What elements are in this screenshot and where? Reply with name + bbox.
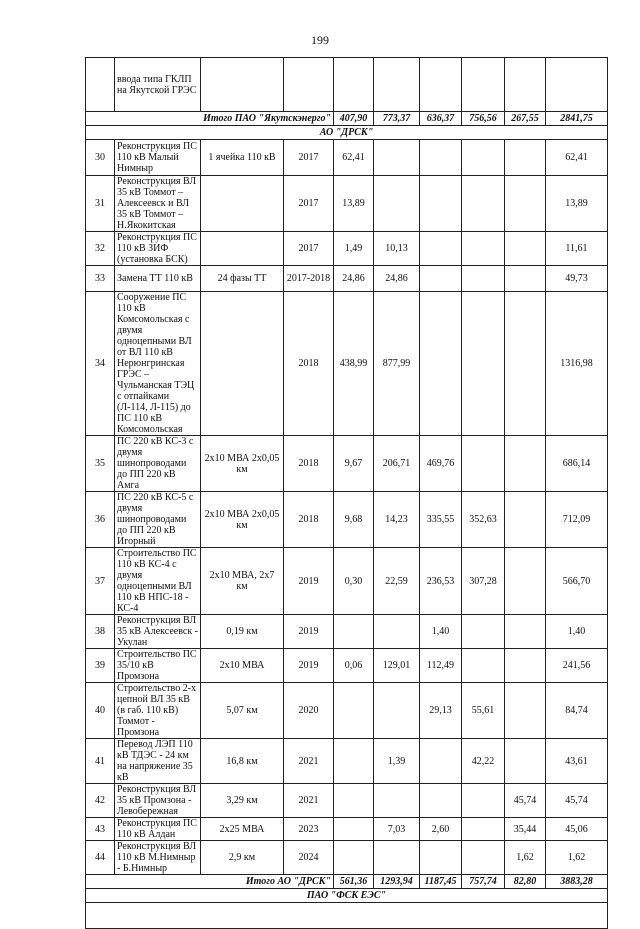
capacity-cell — [201, 176, 284, 232]
value-cell — [420, 176, 462, 232]
project-name-cell: Строительство 2-х цепной ВЛ 35 кВ (в габ. 110 кВ) Томмот - Промзона — [115, 683, 201, 739]
row-number-cell: 34 — [86, 292, 115, 436]
project-name-cell: Реконструкция ВЛ 35 кВ Промзона - Левобережная — [115, 784, 201, 818]
table-row — [86, 140, 608, 176]
row-total-cell: 62,41 — [546, 140, 608, 176]
value-cell — [505, 176, 546, 232]
value-cell — [374, 683, 420, 739]
table-row — [86, 232, 608, 266]
capacity-cell: 0,19 км — [201, 615, 284, 649]
drsk-section-header: АО "ДРСК" — [86, 126, 608, 140]
value-cell: 0,30 — [334, 548, 374, 615]
value-cell — [420, 232, 462, 266]
capacity-cell: 5,07 км — [201, 683, 284, 739]
value-cell — [420, 292, 462, 436]
year-cell: 2017-2018 — [284, 266, 334, 292]
value-cell: 24,86 — [334, 266, 374, 292]
value-cell — [462, 841, 505, 875]
value-cell: 335,55 — [420, 492, 462, 548]
value-cell — [420, 140, 462, 176]
year-cell: 2018 — [284, 492, 334, 548]
project-name-cell: Реконструкция ПС 110 кВ ЗИФ (установка БСК) — [115, 232, 201, 266]
total-value: 773,37 — [374, 112, 420, 126]
value-cell — [374, 784, 420, 818]
drsk-total-row — [86, 875, 608, 889]
project-name-cell: ПС 220 кВ КС-5 с двумя шинопроводами до ПП 220 кВ Игорный — [115, 492, 201, 548]
value-cell — [462, 818, 505, 841]
project-name-cell: Перевод ЛЭП 110 кВ ТДЭС - 24 км на напряжение 35 кВ — [115, 739, 201, 784]
page-number: 199 — [311, 33, 329, 47]
value-cell: 9,67 — [334, 436, 374, 492]
row-total-cell: 241,56 — [546, 649, 608, 683]
project-name-cell: Реконструкция ПС 110 кВ Алдан — [115, 818, 201, 841]
value-cell: 877,99 — [374, 292, 420, 436]
project-name-cell: ввода типа ГКЛП на Якутской ГРЭС — [115, 58, 201, 112]
table-row — [86, 615, 608, 649]
row-total-cell: 1316,98 — [546, 292, 608, 436]
row-number-cell: 42 — [86, 784, 115, 818]
value-cell: 13,89 — [334, 176, 374, 232]
value-cell — [334, 818, 374, 841]
value-cell — [374, 841, 420, 875]
row-total-cell: 1,62 — [546, 841, 608, 875]
value-cell — [374, 615, 420, 649]
value-cell — [505, 232, 546, 266]
value-cell — [505, 492, 546, 548]
row-number-cell: 33 — [86, 266, 115, 292]
capacity-cell: 2х10 МВА — [201, 649, 284, 683]
value-cell — [334, 739, 374, 784]
table-row — [86, 903, 608, 929]
row-number-cell: 31 — [86, 176, 115, 232]
value-cell — [334, 683, 374, 739]
drsk-total-label: Итого АО "ДРСК" — [86, 875, 334, 889]
value-cell — [462, 140, 505, 176]
row-total-cell: 686,14 — [546, 436, 608, 492]
value-cell — [334, 784, 374, 818]
value-cell: 35,44 — [505, 818, 546, 841]
value-cell: 22,59 — [374, 548, 420, 615]
total-value: 756,56 — [462, 112, 505, 126]
table-row — [86, 58, 608, 112]
table-row — [86, 841, 608, 875]
row-total-cell: 566,70 — [546, 548, 608, 615]
table-row — [86, 176, 608, 232]
capacity-cell — [201, 232, 284, 266]
value-cell — [334, 841, 374, 875]
value-cell: 42,22 — [462, 739, 505, 784]
total-value: 267,55 — [505, 112, 546, 126]
row-total-cell: 45,74 — [546, 784, 608, 818]
value-cell — [374, 140, 420, 176]
row-total-cell: 13,89 — [546, 176, 608, 232]
value-cell: 10,13 — [374, 232, 420, 266]
row-number-cell: 43 — [86, 818, 115, 841]
capacity-cell — [201, 292, 284, 436]
capacity-cell: 16,8 км — [201, 739, 284, 784]
investment-table — [85, 57, 608, 929]
project-name-cell: Реконструкция ПС 110 кВ Малый Нимныр — [115, 140, 201, 176]
row-total-cell: 49,73 — [546, 266, 608, 292]
project-name-cell: ПС 220 кВ КС-3 с двумя шинопроводами до ПП 220 кВ Амга — [115, 436, 201, 492]
total-value: 407,90 — [334, 112, 374, 126]
fsk-section-header: ПАО "ФСК ЕЭС" — [86, 889, 608, 903]
value-cell: 206,71 — [374, 436, 420, 492]
year-cell: 2017 — [284, 176, 334, 232]
value-cell: 1,39 — [374, 739, 420, 784]
value-cell: 14,23 — [374, 492, 420, 548]
table-row — [86, 739, 608, 784]
value-cell — [462, 232, 505, 266]
year-cell: 2021 — [284, 739, 334, 784]
project-name-cell: Реконструкция ВЛ 110 кВ М.Нимныр - Б.Нимныр — [115, 841, 201, 875]
table-row — [86, 649, 608, 683]
total-value: 82,80 — [505, 875, 546, 889]
value-cell: 24,86 — [374, 266, 420, 292]
year-cell: 2017 — [284, 140, 334, 176]
row-number-cell: 39 — [86, 649, 115, 683]
total-value: 2841,75 — [546, 112, 608, 126]
project-name-cell: Строительство ПС 110 кВ КС-4 с двумя одноцепными ВЛ 110 кВ НПС-18 - КС-4 — [115, 548, 201, 615]
row-number-cell: 44 — [86, 841, 115, 875]
value-cell — [374, 176, 420, 232]
table-row — [86, 436, 608, 492]
value-cell — [505, 615, 546, 649]
value-cell: 236,53 — [420, 548, 462, 615]
table-row — [86, 266, 608, 292]
row-total-cell: 43,61 — [546, 739, 608, 784]
table-row — [86, 818, 608, 841]
value-cell — [505, 436, 546, 492]
value-cell — [420, 841, 462, 875]
value-cell — [334, 615, 374, 649]
value-cell: 0,06 — [334, 649, 374, 683]
value-cell — [462, 292, 505, 436]
table-row — [86, 492, 608, 548]
capacity-cell: 2х10 МВА, 2х7 км — [201, 548, 284, 615]
row-number-cell: 37 — [86, 548, 115, 615]
row-number-cell: 35 — [86, 436, 115, 492]
capacity-cell: 1 ячейка 110 кВ — [201, 140, 284, 176]
value-cell: 1,62 — [505, 841, 546, 875]
row-number-cell: 38 — [86, 615, 115, 649]
project-name-cell: Реконструкция ВЛ 35 кВ Алексеевск - Укулан — [115, 615, 201, 649]
value-cell: 9,68 — [334, 492, 374, 548]
value-cell: 112,49 — [420, 649, 462, 683]
project-name-cell: Реконструкция ВЛ 35 кВ Томмот – Алексеевск и ВЛ 35 кВ Томмот – Н.Якокитская — [115, 176, 201, 232]
capacity-cell: 2х10 МВА 2х0,05 км — [201, 492, 284, 548]
value-cell — [462, 615, 505, 649]
row-number-cell: 30 — [86, 140, 115, 176]
value-cell — [462, 266, 505, 292]
section-header-row — [86, 126, 608, 140]
value-cell: 352,63 — [462, 492, 505, 548]
value-cell: 2,60 — [420, 818, 462, 841]
value-cell — [505, 649, 546, 683]
row-total-cell: 45,06 — [546, 818, 608, 841]
year-cell: 2020 — [284, 683, 334, 739]
value-cell — [462, 649, 505, 683]
project-name-cell: Замена ТТ 110 кВ — [115, 266, 201, 292]
value-cell: 469,76 — [420, 436, 462, 492]
total-value: 636,37 — [420, 112, 462, 126]
value-cell — [462, 176, 505, 232]
value-cell — [420, 266, 462, 292]
yakutsk-total-row — [86, 112, 608, 126]
row-total-cell: 11,61 — [546, 232, 608, 266]
table-row — [86, 548, 608, 615]
yakutsk-total-label: Итого ПАО "Якутскэнерго" — [86, 112, 334, 126]
value-cell: 307,28 — [462, 548, 505, 615]
value-cell — [462, 436, 505, 492]
value-cell: 55,61 — [462, 683, 505, 739]
row-num-cell — [86, 58, 115, 112]
capacity-cell: 2,9 км — [201, 841, 284, 875]
value-cell: 29,13 — [420, 683, 462, 739]
project-name-cell: Строительство ПС 35/10 кВ Промзона — [115, 649, 201, 683]
value-cell: 62,41 — [334, 140, 374, 176]
value-cell — [505, 548, 546, 615]
value-cell — [462, 784, 505, 818]
value-cell — [420, 784, 462, 818]
capacity-cell: 24 фазы ТТ — [201, 266, 284, 292]
capacity-cell: 3,29 км — [201, 784, 284, 818]
year-cell: 2019 — [284, 649, 334, 683]
year-cell: 2018 — [284, 292, 334, 436]
total-value: 1187,45 — [420, 875, 462, 889]
section-header-row — [86, 889, 608, 903]
value-cell — [505, 140, 546, 176]
year-cell: 2018 — [284, 436, 334, 492]
row-total-cell: 84,74 — [546, 683, 608, 739]
year-cell: 2017 — [284, 232, 334, 266]
value-cell — [505, 292, 546, 436]
table-row — [86, 784, 608, 818]
year-cell: 2023 — [284, 818, 334, 841]
value-cell: 1,40 — [420, 615, 462, 649]
capacity-cell: 2х10 МВА 2х0,05 км — [201, 436, 284, 492]
value-cell — [505, 683, 546, 739]
value-cell: 129,01 — [374, 649, 420, 683]
year-cell: 2019 — [284, 615, 334, 649]
total-value: 3883,28 — [546, 875, 608, 889]
project-name-cell: Сооружение ПС 110 кВ Комсомольская с двумя одноцепными ВЛ от ВЛ 110 кВ Нерюнгринская ГРЭС – Чульманская ТЭЦ с отпайками (Л-114, Л-115) до ПС 110 кВ Комсомольская — [115, 292, 201, 436]
value-cell: 45,74 — [505, 784, 546, 818]
value-cell: 438,99 — [334, 292, 374, 436]
table-row — [86, 292, 608, 436]
value-cell: 7,03 — [374, 818, 420, 841]
total-value: 1293,94 — [374, 875, 420, 889]
year-cell: 2021 — [284, 784, 334, 818]
value-cell — [420, 739, 462, 784]
value-cell: 1,49 — [334, 232, 374, 266]
row-total-cell: 712,09 — [546, 492, 608, 548]
empty-cell — [86, 903, 608, 929]
row-number-cell: 32 — [86, 232, 115, 266]
total-value: 757,74 — [462, 875, 505, 889]
year-cell: 2019 — [284, 548, 334, 615]
row-number-cell: 41 — [86, 739, 115, 784]
total-value: 561,36 — [334, 875, 374, 889]
value-cell — [505, 739, 546, 784]
row-number-cell: 40 — [86, 683, 115, 739]
capacity-cell: 2х25 МВА — [201, 818, 284, 841]
year-cell: 2024 — [284, 841, 334, 875]
value-cell — [505, 266, 546, 292]
row-total-cell: 1,40 — [546, 615, 608, 649]
row-number-cell: 36 — [86, 492, 115, 548]
table-row — [86, 683, 608, 739]
